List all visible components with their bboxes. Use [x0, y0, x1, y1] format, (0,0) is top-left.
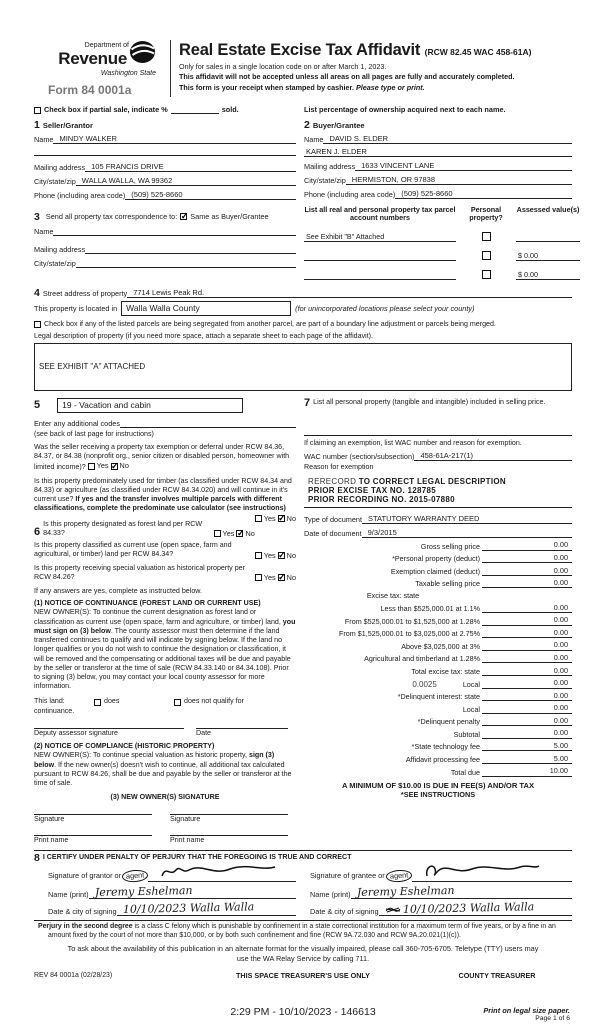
- timber-agriculture-question: Is this property predominately used for timber (as classified under RCW 84.34 and 84.33) or agriculture (as classified under RCW 84.34.020) and will continue in it's current use? If yes and the transfer involves multiple parcels with different classifications, complete the predominate use calculator (see instructions) Yes ✓ No: [34, 477, 296, 514]
- county-note: (for unincorporated locations please select your county): [295, 304, 475, 314]
- buyer-mailing-field[interactable]: 1633 VINCENT LANE: [355, 161, 572, 171]
- type-of-document-field[interactable]: STATUTORY WARRANTY DEED: [362, 514, 572, 524]
- seller-city-field[interactable]: WALLA WALLA, WA 99362: [76, 176, 296, 186]
- tax-row-label: Gross selling price: [420, 541, 480, 551]
- alternate-format-note: To ask about the availability of this publication in an alternate format for the visually impaired, please call 360-705-6705. Teletype (TTY) users may use the WA Relay Service by calling 711.: [67, 944, 539, 963]
- county-select[interactable]: Walla Walla County: [121, 301, 291, 316]
- tax-row-label: *Delinquent interest: state: [397, 692, 480, 702]
- signature-label: Signature: [170, 815, 201, 824]
- located-in-label: This property is located in: [34, 304, 118, 314]
- buyer-phone-label: Phone (including area code): [304, 189, 396, 199]
- grantor-name-print-label: Name (print): [48, 890, 89, 900]
- tax-row-label: *Personal property (deduct): [392, 554, 480, 564]
- buyer-name-label: Name: [304, 134, 324, 144]
- grantee-name-print-label: Name (print): [310, 890, 351, 900]
- certify-statement: I CERTIFY UNDER PENALTY OF PERJURY THAT THE FOREGOING IS TRUE AND CORRECT: [42, 853, 352, 862]
- tax-row-label: Agricultural and timberland at 1.28%: [364, 654, 480, 664]
- treasurer-space-label: THIS SPACE TREASURER'S USE ONLY: [236, 971, 370, 981]
- deputy-assessor-label: Deputy assessor signature: [34, 728, 118, 737]
- wac-number-field[interactable]: 458-61A-217(1): [414, 451, 572, 461]
- form-header: [34, 40, 572, 97]
- this-land-label: This land:: [34, 697, 65, 706]
- see-instructions-note: *SEE INSTRUCTIONS: [400, 789, 476, 799]
- grantee-signature-field[interactable]: [412, 873, 572, 882]
- rev-number: REV 84 0001a (02/28/23): [34, 972, 113, 980]
- header-note-2: This affidavit will not be accepted unless all areas on all pages are fully and accurately completed.: [179, 72, 515, 81]
- does-not-qualify-checkbox[interactable]: [174, 699, 181, 706]
- section-5-number: 5: [34, 398, 41, 411]
- grantee-date-city-label: Date & city of signing: [310, 907, 379, 917]
- parcel-row: [304, 251, 572, 261]
- does-qualify-checkbox[interactable]: [94, 699, 101, 706]
- section-2-number: 2: [304, 119, 310, 131]
- correspondence-city-label: City/state/zip: [34, 259, 76, 268]
- tax-row-value[interactable]: 0.00: [482, 629, 572, 638]
- parcel-col-header: List all real and personal property tax parcel account numbers: [304, 204, 456, 223]
- partial-sale-row: [34, 105, 296, 114]
- date-label: Date: [196, 728, 211, 737]
- historic-property-question: Is this property receiving special valuation as historical property per RCW 84.26?: [34, 563, 245, 581]
- tax-row-value[interactable]: 0.00: [482, 641, 572, 650]
- excise-tax-state-header: Excise tax: state: [366, 591, 420, 601]
- notice-compliance-body: NEW OWNER(S): To continue special valuation as historic property, sign (3) below. If the new owner(s) doesn't wish to continue, all additional tax calculated pursuant to RCW 84.26, shall be due and payable by the seller or transferor at the time of sale.: [34, 751, 292, 787]
- exemption-claim-note: If claiming an exemption, list WAC number and reason for exemption.: [304, 438, 522, 447]
- scratched-out-mark: [385, 906, 401, 915]
- buyer-phone-field[interactable]: (509) 525-8660: [395, 189, 572, 199]
- buyer-name2-field[interactable]: KAREN J. ELDER: [304, 147, 572, 157]
- exemption-yes-checkbox[interactable]: [88, 463, 95, 470]
- reason-for-exemption-label: Reason for exemption: [304, 462, 374, 471]
- forest-land-question: Is this property designated as forest land per RCW 84.33?: [43, 519, 203, 537]
- new-owner-signature-title: (3) NEW OWNER(S) SIGNATURE: [110, 793, 220, 802]
- tax-row-label: Less than $525,000.01 at 1.1%: [380, 604, 480, 614]
- local-rate-row: 0.0025 Local: [412, 679, 480, 689]
- tax-row-value[interactable]: 0.00: [482, 541, 572, 550]
- exemption-deferral-question: Was the seller receiving a property tax exemption or deferral under RCW 84.36, 84.37, or 84.38 (nonprofit org., senior citizen or disabled person, homeowner with limited income)? Yes ✓ No: [34, 443, 296, 473]
- grantor-signature-field[interactable]: [148, 873, 296, 882]
- section-4-number: 4: [34, 286, 40, 299]
- tax-row-value[interactable]: 0.00: [482, 567, 572, 576]
- personal-property-checkbox[interactable]: [482, 251, 491, 260]
- tax-row-label: Total excise tax: state: [411, 666, 480, 676]
- tax-row-label: Above $3,025,000 at 3%: [401, 641, 480, 651]
- legal-description-field[interactable]: SEE EXHIBIT "A" ATTACHED: [39, 362, 146, 372]
- street-address-field[interactable]: 7714 Lewis Peak Rd.: [127, 288, 572, 298]
- correspondence-name-label: Name: [34, 227, 54, 236]
- seller-mailing-label: Mailing address: [34, 162, 86, 172]
- correspondence-name-field[interactable]: [53, 227, 296, 236]
- notice-continuance-title: (1) NOTICE OF CONTINUANCE (FOREST LAND OR CURRENT USE): [34, 599, 261, 608]
- tax-row-value[interactable]: 0.00: [482, 667, 572, 676]
- seller-mailing-field[interactable]: 105 FRANCIS DRIVE: [85, 162, 296, 172]
- timber-no-checkbox[interactable]: [278, 515, 285, 522]
- local-rate-value: 0.0025: [412, 679, 437, 689]
- additional-codes-field[interactable]: [120, 419, 296, 428]
- tax-row-value[interactable]: 0.00: [482, 654, 572, 663]
- print-note: Print on legal size paper.: [483, 1006, 570, 1016]
- signature-label: Signature: [34, 815, 65, 824]
- notice-compliance-title: (2) NOTICE OF COMPLIANCE (HISTORIC PROPERTY): [34, 742, 215, 751]
- print-timestamp: 2:29 PM - 10/10/2023 - 146613: [230, 1006, 376, 1019]
- partial-sale-sold: sold.: [221, 105, 239, 114]
- segregated-checkbox[interactable]: [34, 321, 41, 328]
- tax-row-value[interactable]: 0.00: [482, 579, 572, 588]
- historic-yes-checkbox[interactable]: [255, 574, 262, 581]
- additional-codes-note: (see back of last page for instructions): [34, 429, 154, 438]
- tax-row-label: Taxable selling price: [415, 579, 480, 589]
- tax-row-label: From $525,000.01 to $1,525,000 at 1.28%: [344, 616, 480, 626]
- current-use-no-checkbox[interactable]: [278, 552, 285, 559]
- seller-phone-label: Phone (including area code): [34, 190, 126, 200]
- tax-row-label: *Delinquent penalty: [417, 717, 480, 727]
- tax-row-label: Total due: [450, 767, 480, 777]
- buyer-city-field[interactable]: HERMISTON, OR 97838: [346, 175, 572, 185]
- tax-row-value[interactable]: 0.00: [482, 729, 572, 738]
- personal-property-list-field[interactable]: [304, 435, 572, 436]
- grantee-name-print-field[interactable]: Jeremy Eshelman: [351, 887, 572, 899]
- personal-property-checkbox[interactable]: [482, 270, 491, 279]
- tax-row-label: Affidavit processing fee: [405, 754, 480, 764]
- tax-row-value[interactable]: 5.00: [482, 742, 572, 751]
- parcel-row: [304, 270, 572, 280]
- section-1-number: 1: [34, 119, 40, 131]
- seller-name-label: Name: [34, 134, 54, 144]
- seller-city-label: City/state/zip: [34, 176, 76, 186]
- timber-yes-checkbox[interactable]: [255, 515, 262, 522]
- seller-phone-field[interactable]: (509) 525-8660: [125, 190, 296, 200]
- county-treasurer-label: COUNTY TREASURER: [458, 971, 536, 981]
- date-of-document-field[interactable]: 9/3/2015: [362, 528, 572, 538]
- assessed-value-field[interactable]: [516, 241, 580, 242]
- dept-subtitle: Washington State: [100, 70, 156, 77]
- legal-description-label: Legal description of property (if you need more space, attach a separate sheet to each page of the affidavit).: [34, 331, 374, 340]
- print-name-label: Print name: [170, 835, 205, 844]
- tax-row-label: Exemption claimed (deduct): [390, 566, 480, 576]
- partial-sale-checkbox[interactable]: [34, 107, 41, 114]
- section-2-title: Buyer/Grantee: [312, 120, 365, 130]
- buyer-city-label: City/state/zip: [304, 175, 346, 185]
- property-class-select[interactable]: 19 - Vacation and cabin: [57, 398, 243, 413]
- tax-row-value[interactable]: 0.00: [482, 692, 572, 701]
- form-number: Form 84 0001a: [48, 83, 132, 97]
- partial-sale-label: Check box if partial sale, indicate %: [44, 105, 168, 114]
- header-note-3: This form is your receipt when stamped by cashier. Please type or print.: [179, 82, 425, 92]
- rerecord-line: RERECORD TO CORRECT LEGAL DESCRIPTION: [308, 477, 506, 487]
- section-3-number: 3: [34, 210, 40, 223]
- section-7-number: 7: [304, 396, 311, 409]
- street-address-label: Street address of property: [42, 289, 128, 299]
- wac-number-label: WAC number (section/subsection): [304, 451, 415, 461]
- seller-name-field[interactable]: MINDY WALKER: [53, 134, 296, 144]
- grantor-signature-label: Signature of grantor or agent: [48, 870, 148, 882]
- dept-name: Revenue: [58, 48, 127, 68]
- form-title-rcw: (RCW 82.45 WAC 458-61A): [424, 47, 532, 57]
- current-use-question: Is this property classified as current use (open space, farm and agricultural, or timber) land per RCW 84.34?: [34, 541, 232, 559]
- date-of-document-label: Date of document: [304, 529, 362, 539]
- dept-prefix: Department of: [84, 41, 129, 49]
- notice-continuance-body: NEW OWNER(S): To continue the current designation as forest land or classification as current use (open space, farm and agriculture, or timber) land, you must sign on (3) below. The county assessor must then determine if the land transferred continues to qualify and will indicate by signing below. If the land no longer qualifies or you do not wish to continue the designation or classification, it will be removed and the compensating or additional taxes will be due and payable by the seller or transferor at the time of sale (RCW 84.33.140 or 84.34.108). Prior to signing (3) below, you may contact your local county assessor for more information.: [34, 608, 296, 691]
- prior-recording-line: PRIOR RECORDING NO. 2015-07880: [308, 495, 455, 505]
- parcel-number-field[interactable]: See Exhibit "B" Attached: [304, 232, 456, 242]
- type-of-document-label: Type of document: [304, 515, 363, 525]
- grantee-date-city-field[interactable]: 10/10/2023 Walla Walla: [379, 904, 572, 916]
- does-not-label: does not qualify for: [184, 697, 244, 706]
- page-number: Page 1 of 6: [535, 1015, 570, 1023]
- tax-row-value[interactable]: 0.00: [482, 616, 572, 625]
- grantee-signature-scribble: [422, 861, 542, 883]
- tax-row-value[interactable]: 0.00: [482, 604, 572, 613]
- grantee-signature-label: Signature of grantee or agent: [310, 870, 412, 882]
- tax-row-value[interactable]: 0.00: [482, 554, 572, 563]
- prior-excise-line: PRIOR EXCISE TAX NO. 128785: [308, 486, 436, 496]
- historic-no-checkbox[interactable]: [278, 574, 285, 581]
- grantor-date-city-field[interactable]: 10/10/2023 Walla Walla: [117, 904, 296, 916]
- grantor-name-print-field[interactable]: Jeremy Eshelman: [89, 887, 296, 899]
- tax-row-label: Subtotal: [453, 729, 480, 739]
- tax-row-label: From $1,525,000.01 to $3,025,000 at 2.75%: [338, 629, 480, 639]
- form-title: Real Estate Excise Tax Affidavit: [179, 41, 421, 59]
- personal-property-checkbox[interactable]: [482, 232, 491, 241]
- section-8-number: 8: [34, 851, 40, 864]
- if-any-yes-note: If any answers are yes, complete as instructed below.: [34, 587, 202, 596]
- perjury-notice: Perjury in the second degree is a class C felony which is punishable by confinement in a state correctional institution for a maximum term of five years, or by a fine in an amount fixed by the court of not more than $10,000, or by both such confinement and fine (RCW 9A.72.030 and RCW 9A.20.021(1)(c)).: [38, 923, 556, 940]
- additional-codes-label: Enter any additional codes: [34, 418, 120, 428]
- section-3-label: Send all property tax correspondence to:: [45, 212, 178, 222]
- assessed-value-col-header: Assessed value(s): [516, 204, 580, 214]
- personal-property-list-label: List all personal property (tangible and intangible) included in selling price.: [313, 397, 546, 406]
- excise-tax-table: [304, 541, 572, 776]
- section-6-number: 6: [34, 526, 41, 539]
- forest-no-checkbox[interactable]: [236, 530, 243, 537]
- minimum-due-note: A MINIMUM OF $10.00 IS DUE IN FEE(S) AND/OR TAX: [341, 780, 535, 790]
- same-as-buyer-label: Same as Buyer/Grantee: [190, 212, 269, 222]
- print-name-label: Print name: [34, 835, 69, 844]
- tax-row-value[interactable]: 0.00: [482, 704, 572, 713]
- tax-row-value[interactable]: 0.00: [482, 679, 572, 688]
- continuance-label: continuance.: [34, 706, 75, 715]
- partial-sale-percent-field[interactable]: [171, 113, 219, 114]
- tax-row-label: *State technology fee: [411, 742, 480, 752]
- section-1-title: Seller/Grantor: [42, 120, 93, 130]
- affidavit-page: Department of Revenue Washington State Form 84 0001a Real Estate Excise Tax Affidavit (RCW 82.45 WAC 458-61A) Only for sales in a single location code on or after March 1, 2023. This affidavit will not be accepted unless all areas on all pages are fully and accurately completed. This form is your receipt when stamped by cashier. Please type or print. Check box if partial sale, indicate % sold. List percentage of ownership acquired next to each name. 1 Seller/Grantor Name MINDY WALKER Mailing address 105 FRANCIS DRIVE City/state/zip WALLA WALLA, WA 99362 Phone (including area code) (509) 525-8660 3 Send all property tax correspondence to: ✓ Same as Buyer/Grantee Name Mailing address City/state/zip 2 Buyer/Grantee Name DAVID S. ELDER KAREN J. ELDER Mailing address 1633 VINCENT LANE City/state/zip HERMISTON, OR 97838 Phone (including area code) (509) 525-8660 List all real and personal property tax parcel account numbers Personal property? Assessed value(s) See Exhibit "B" Attached $ 0.00 $ 0.00 4 Street address of property 7714 Lewis Peak Rd. This property is located in Walla Walla County (for unincorporated locations please select your county) Check box if any of the listed parcels are being segregated from another parcel, are part of a boundary line adjustment or parcels being merged. Legal description of property (if you need more space, attach a separate sheet to each page of the affidavit). SEE EXHIBIT "A" ATTACHED 5 19 - Vacation and cabin Enter any additional codes (see back of last page for instructions) Was the seller receiving a property tax exemption or deferral under RCW 84.36, 84.37, or 84.38 (nonprofit org., senior citizen or disabled person, homeowner with limited income)? Yes ✓ No Is this property predominately used for timber (as classified under RCW 84.34 and 84.33) or agriculture (as classified under RCW 84.34.020) and will continue in it's current use? If yes and the transfer involves multiple parcels with different classifications, complete the predominate use calculator (see instructions) Yes ✓ No 6 Is this property designated as forest land per RCW 84.33? Yes ✓ No Is this property classified as current use (open space, farm and agricultural, or timber) land per RCW 84.34? Yes ✓ No Is this property receiving special valuation as historical property per RCW 84.26? Yes ✓ No If any answers are yes, complete as instructed below. (1) NOTICE OF CONTINUANCE (FOREST LAND OR CURRENT USE) NEW OWNER(S): To continue the current designation as forest land or classification as current use (open space, farm and agriculture, or timber) land, you must sign on (3) below. The county assessor must then determine if the land transferred continues to qualify and will indicate by signing below. If the land no longer qualifies or you do not wish to continue the designation or classification, it will be removed and the compensating or additional taxes will be due and payable by the seller or transferor at the time of sale (RCW 84.33.140 or 84.34.108). Prior to signing (3) below, you may contact your local county assessor for more information. This land: does does not qualify for continuance. Deputy assessor signature Date (2) NOTICE OF COMPLIANCE (HISTORIC PROPERTY) NEW OWNER(S): To continue special valuation as historic property, sign (3) below. If the new owner(s) doesn't wish to continue, all additional tax calculated pursuant to RCW 84.26, shall be due and payable by the seller or transferor at the time of sale. (3) NEW OWNER(S) SIGNATURE Signature Signature Print name Print name 7 List all personal property (tangible and intangible) included in selling price. If claiming an exemption, list WAC number and reason for exemption. WAC number (section/subsection) 458-61A-217(1) Reason for exemption RERECORD TO CORRECT LEGAL DESCRIPTION PRIOR EXCISE TAX NO. 128785 PRIOR RECORDING NO. 2015-07880 Type of document STATUTORY WARRANTY DEED Date of document 9/3/2015 Gross selling price 0.00 *Personal property (deduct) 0.00 Exemption claimed (deduct) 0.00 Taxable selling price 0.00 Excise tax: state Less than $525,000.01 at 1.1% 0.00 From $525,000.01 to $1,525,000 at 1.28% 0.00 From $1,525,000.01 to $3,025,000 at 2.75% 0.00 Above $3,025,000 at 3% 0.00 Agricultural and timberland at 1.28% 0.00 Total excise tax: state 0.00 0.0025 Local 0.00 *Delinquent interest: state 0.00 Local 0.00 *Delinquent penalty 0.00 Subtotal 0.00 *State technology fee 5.00 Affidavit processing fee 5.00 Total due 10.00 A MINIMUM OF $10.00 IS DUE IN FEE(S) AND/OR TAX *SEE INSTRUCTIONS 8 I CERTIFY UNDER PENALTY OF PERJURY THAT THE FOREGOING IS TRUE AND CORRECT Signature of grantor or agent Name (print) Jeremy Eshelman Date & city of signing 10/10/2023 Walla Walla Signature of grantee or agent Name (print) Jeremy Eshelman Date & city of signing 10/10/2023 Walla Walla Perjury in the second degree is a class C felony which is punishable by confinement in a state correctional institution for a maximum term of five years, or by a fine in an amount fixed by the court of not more than $10,000, or by both such confinement and fine (RCW 9A.72.030 and RCW 9A.20.021(1)(c)). To ask about the availability of this publication in an alternate format for the visually impaired, please call 360-705-6705. Teletype (TTY) users may use the WA Relay Service by calling 711. REV 84 0001a (02/28/23) THIS SPACE TREASURER'S USE ONLY COUNTY TREASURER 2:29 PM - 10/10/2023 - 146613 Print on legal size paper. Page 1 of 6: [0, 0, 600, 988]
- tax-row-value[interactable]: 0.00: [482, 717, 572, 726]
- same-as-buyer-checkbox[interactable]: [180, 213, 187, 220]
- segregated-label: Check box if any of the listed parcels are being segregated from another parcel, are part of a boundary line adjustment or parcels being merged.: [44, 320, 496, 329]
- seller-name2-field[interactable]: [34, 155, 296, 156]
- header-divider: [170, 40, 171, 97]
- grantor-date-city-label: Date & city of signing: [48, 907, 117, 917]
- ownership-note: List percentage of ownership acquired next to each name.: [304, 105, 506, 114]
- does-label: does: [104, 697, 120, 706]
- grantor-signature-scribble: [158, 861, 278, 883]
- personal-property-col-header: Personal property?: [469, 204, 503, 223]
- tax-row-value[interactable]: 10.00: [482, 767, 572, 776]
- exemption-no-checkbox[interactable]: [111, 463, 118, 470]
- parcel-number-field[interactable]: [304, 260, 456, 261]
- parcel-number-field[interactable]: [304, 279, 456, 280]
- correspondence-city-field[interactable]: [76, 259, 296, 268]
- parcel-row: [304, 232, 572, 242]
- buyer-name-field[interactable]: DAVID S. ELDER: [323, 134, 572, 144]
- tax-row-value[interactable]: 5.00: [482, 755, 572, 764]
- correspondence-mailing-field[interactable]: [85, 245, 296, 254]
- forest-yes-checkbox[interactable]: [214, 530, 221, 537]
- revenue-logo-icon: [129, 40, 156, 70]
- header-note-1: Only for sales in a single location code on or after March 1, 2023.: [179, 61, 387, 71]
- buyer-mailing-label: Mailing address: [304, 161, 356, 171]
- assessed-value-field[interactable]: $ 0.00: [516, 270, 580, 280]
- tax-row-label: Local: [462, 704, 480, 714]
- correspondence-mailing-label: Mailing address: [34, 245, 86, 254]
- current-use-yes-checkbox[interactable]: [255, 552, 262, 559]
- assessed-value-field[interactable]: $ 0.00: [516, 251, 580, 261]
